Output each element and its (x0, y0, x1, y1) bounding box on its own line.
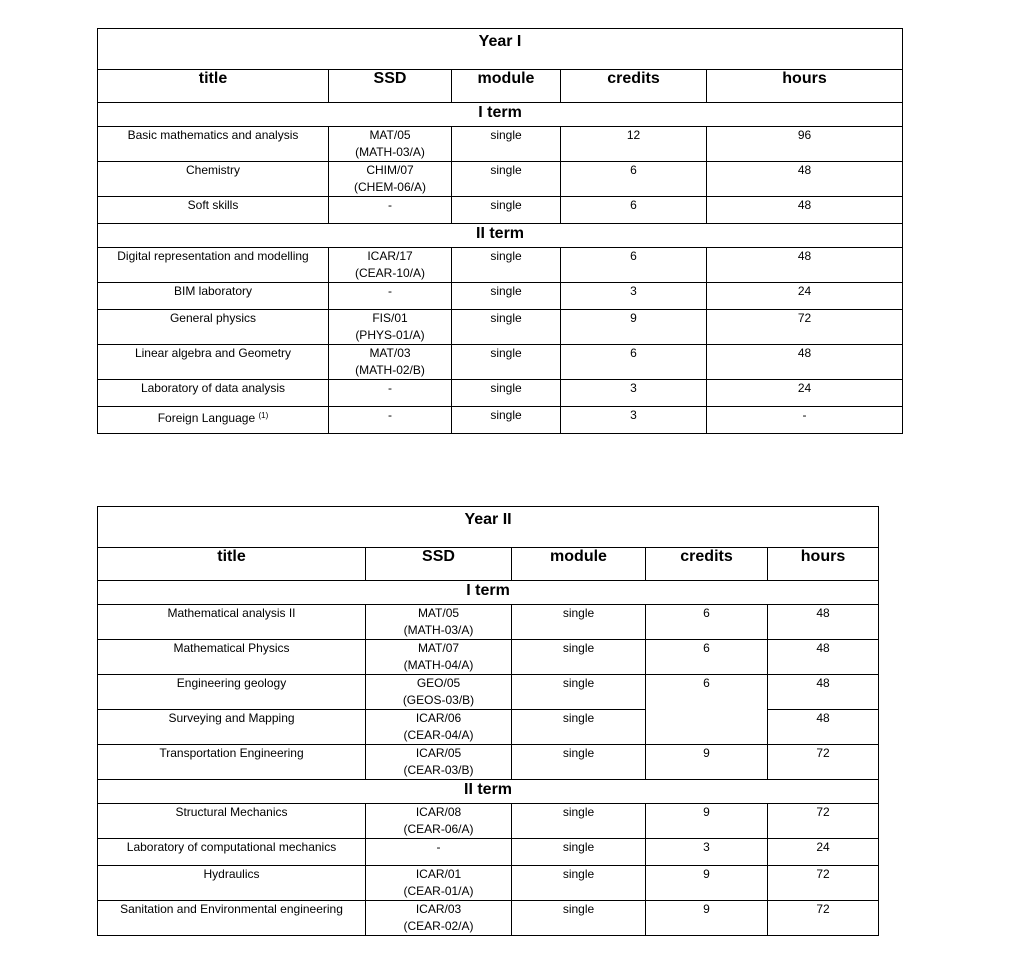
course-ssd (329, 310, 452, 345)
year-title: Year I (98, 29, 903, 70)
course-title (98, 866, 366, 901)
course-row (98, 640, 879, 675)
course-module: single (452, 283, 561, 310)
course-title (98, 839, 366, 866)
ssd-new-code: (GEOS-03/B) (402, 693, 475, 707)
ssd-code: FIS/01 (372, 311, 408, 325)
term-label: I term (98, 581, 879, 605)
course-ssd (329, 380, 452, 407)
ssd-new-code: (CEAR-10/A) (354, 266, 425, 280)
course-credits: 6 (561, 162, 707, 197)
ssd-code: GEO/05 (416, 676, 461, 690)
column-header-module: module (452, 70, 561, 103)
ssd-code: MAT/03 (369, 346, 411, 360)
course-ssd (366, 675, 512, 710)
course-title-text: Linear algebra and Geometry (134, 346, 292, 360)
footnote-marker: (1) (258, 411, 269, 420)
course-module: single (452, 248, 561, 283)
course-title (98, 248, 329, 283)
course-credits: 9 (646, 804, 768, 839)
course-title (98, 380, 329, 407)
term-label: I term (98, 103, 903, 127)
course-module: single (452, 310, 561, 345)
course-credits: 3 (561, 407, 707, 434)
header-row (98, 548, 879, 581)
course-hours: 72 (707, 310, 903, 345)
ssd-new-code: (CHEM-06/A) (353, 180, 426, 194)
course-title-text: Transportation Engineering (159, 746, 304, 760)
ssd-new-code: (PHYS-01/A) (355, 328, 425, 342)
course-module: single (512, 640, 646, 675)
course-module: single (452, 345, 561, 380)
column-header-hours: hours (768, 548, 879, 581)
course-title (98, 197, 329, 224)
course-row (98, 197, 903, 224)
ssd-code: - (436, 840, 441, 854)
ssd-new-code: (MATH-03/A) (403, 623, 474, 637)
course-hours: 48 (768, 675, 879, 710)
course-title (98, 640, 366, 675)
course-ssd (366, 605, 512, 640)
course-title-text: Sanitation and Environmental engineering (120, 902, 343, 916)
year-title: Year II (98, 507, 879, 548)
column-header-ssd: SSD (366, 548, 512, 581)
term-row (98, 780, 879, 804)
ssd-code: ICAR/03 (415, 902, 462, 916)
column-header-hours: hours (707, 70, 903, 103)
course-credits: 9 (646, 866, 768, 901)
ssd-code: ICAR/05 (415, 746, 462, 760)
ssd-code: MAT/05 (369, 128, 411, 142)
course-ssd (329, 197, 452, 224)
course-hours: 24 (707, 380, 903, 407)
course-credits: 3 (561, 283, 707, 310)
course-module: single (512, 605, 646, 640)
ssd-code: MAT/05 (417, 606, 460, 620)
course-module: single (512, 901, 646, 936)
course-title (98, 407, 329, 434)
year-1-table (97, 28, 903, 434)
course-row (98, 745, 879, 780)
ssd-new-code: (CEAR-03/B) (403, 763, 474, 777)
column-header-module: module (512, 548, 646, 581)
course-title (98, 605, 366, 640)
course-title (98, 162, 329, 197)
course-credits: 6 (646, 675, 768, 745)
course-ssd (329, 345, 452, 380)
ssd-code: - (388, 381, 392, 395)
year-row (98, 29, 903, 70)
column-header-credits: credits (561, 70, 707, 103)
year-row (98, 507, 879, 548)
course-ssd (329, 407, 452, 434)
course-module: single (512, 675, 646, 710)
term-label: II term (98, 780, 879, 804)
course-hours: 72 (768, 866, 879, 901)
course-credits: 6 (561, 197, 707, 224)
ssd-new-code: (CEAR-06/A) (403, 822, 474, 836)
course-title-text: Laboratory of data analysis (140, 381, 286, 395)
course-hours: 24 (768, 839, 879, 866)
course-ssd (329, 127, 452, 162)
course-title (98, 283, 329, 310)
ssd-new-code: (CEAR-04/A) (403, 728, 474, 742)
course-title-text: Chemistry (185, 163, 240, 177)
ssd-new-code: (CEAR-01/A) (403, 884, 474, 898)
course-module: single (512, 839, 646, 866)
course-ssd (366, 901, 512, 936)
course-hours: 96 (707, 127, 903, 162)
course-hours: 48 (707, 248, 903, 283)
course-title-text: Mathematical analysis II (167, 606, 296, 620)
course-title (98, 675, 366, 710)
course-hours: 72 (768, 804, 879, 839)
course-title-text: General physics (169, 311, 257, 325)
course-title-text: Structural Mechanics (175, 805, 288, 819)
course-row (98, 345, 903, 380)
course-module: single (512, 804, 646, 839)
ssd-code: ICAR/06 (415, 711, 462, 725)
course-hours: 48 (768, 605, 879, 640)
course-credits: 3 (646, 839, 768, 866)
course-credits: 6 (561, 345, 707, 380)
course-row (98, 804, 879, 839)
course-title (98, 127, 329, 162)
course-title (98, 804, 366, 839)
course-ssd (366, 745, 512, 780)
ssd-code: - (388, 284, 392, 298)
course-ssd (366, 710, 512, 745)
course-ssd (366, 804, 512, 839)
column-header-credits: credits (646, 548, 768, 581)
course-title (98, 710, 366, 745)
ssd-new-code: (CEAR-02/A) (403, 919, 474, 933)
ssd-code: CHIM/07 (366, 163, 414, 177)
course-hours: 72 (768, 745, 879, 780)
course-row (98, 380, 903, 407)
course-title-text: Surveying and Mapping (168, 711, 295, 725)
course-credits: 12 (561, 127, 707, 162)
year-2-table (97, 506, 879, 936)
course-hours: - (707, 407, 903, 434)
course-ssd (366, 866, 512, 901)
term-label: II term (98, 224, 903, 248)
column-header-title: title (98, 70, 329, 103)
ssd-new-code: (MATH-03/A) (355, 145, 425, 159)
ssd-code: - (388, 198, 392, 212)
course-module: single (452, 407, 561, 434)
course-module: single (452, 127, 561, 162)
course-title-text: BIM laboratory (173, 284, 253, 298)
course-hours: 48 (707, 162, 903, 197)
course-hours: 48 (768, 710, 879, 745)
course-hours: 48 (707, 345, 903, 380)
course-row (98, 901, 879, 936)
course-credits: 9 (561, 310, 707, 345)
column-header-ssd: SSD (329, 70, 452, 103)
header-row (98, 70, 903, 103)
course-ssd (329, 248, 452, 283)
course-title (98, 745, 366, 780)
course-credits: 6 (646, 640, 768, 675)
course-credits: 9 (646, 745, 768, 780)
course-credits: 6 (561, 248, 707, 283)
course-module: single (512, 866, 646, 901)
course-credits: 6 (646, 605, 768, 640)
course-credits: 3 (561, 380, 707, 407)
course-module: single (512, 745, 646, 780)
term-row (98, 581, 879, 605)
ssd-new-code: (MATH-04/A) (403, 658, 474, 672)
course-module: single (452, 162, 561, 197)
course-row (98, 283, 903, 310)
course-credits: 9 (646, 901, 768, 936)
course-row (98, 605, 879, 640)
course-module: single (512, 710, 646, 745)
ssd-code: ICAR/08 (415, 805, 462, 819)
course-row (98, 839, 879, 866)
course-row (98, 310, 903, 345)
course-title-text: Hydraulics (203, 867, 260, 881)
course-row (98, 127, 903, 162)
course-title-text: Mathematical Physics (173, 641, 290, 655)
ssd-code: ICAR/01 (415, 867, 462, 881)
ssd-code: - (388, 408, 392, 422)
course-row (98, 162, 903, 197)
course-hours: 48 (707, 197, 903, 224)
course-hours: 24 (707, 283, 903, 310)
course-module: single (452, 380, 561, 407)
course-title-text: Engineering geology (176, 676, 287, 690)
course-ssd (329, 162, 452, 197)
course-title-text: Foreign Language (157, 411, 256, 425)
ssd-code: MAT/07 (417, 641, 460, 655)
term-row (98, 103, 903, 127)
course-ssd (329, 283, 452, 310)
course-title-text: Digital representation and modelling (117, 249, 309, 263)
course-title (98, 345, 329, 380)
course-title-text: Basic mathematics and analysis (127, 128, 299, 142)
course-ssd (366, 839, 512, 866)
course-row (98, 675, 879, 710)
column-header-title: title (98, 548, 366, 581)
course-row (98, 248, 903, 283)
course-module: single (452, 197, 561, 224)
course-title-text: Laboratory of computational mechanics (126, 840, 337, 854)
course-ssd (366, 640, 512, 675)
ssd-new-code: (MATH-02/B) (355, 363, 425, 377)
course-row (98, 407, 903, 434)
ssd-code: ICAR/17 (367, 249, 413, 263)
course-title-text: Soft skills (187, 198, 239, 212)
course-hours: 72 (768, 901, 879, 936)
course-title (98, 901, 366, 936)
term-row (98, 224, 903, 248)
course-title (98, 310, 329, 345)
course-hours: 48 (768, 640, 879, 675)
course-row (98, 866, 879, 901)
